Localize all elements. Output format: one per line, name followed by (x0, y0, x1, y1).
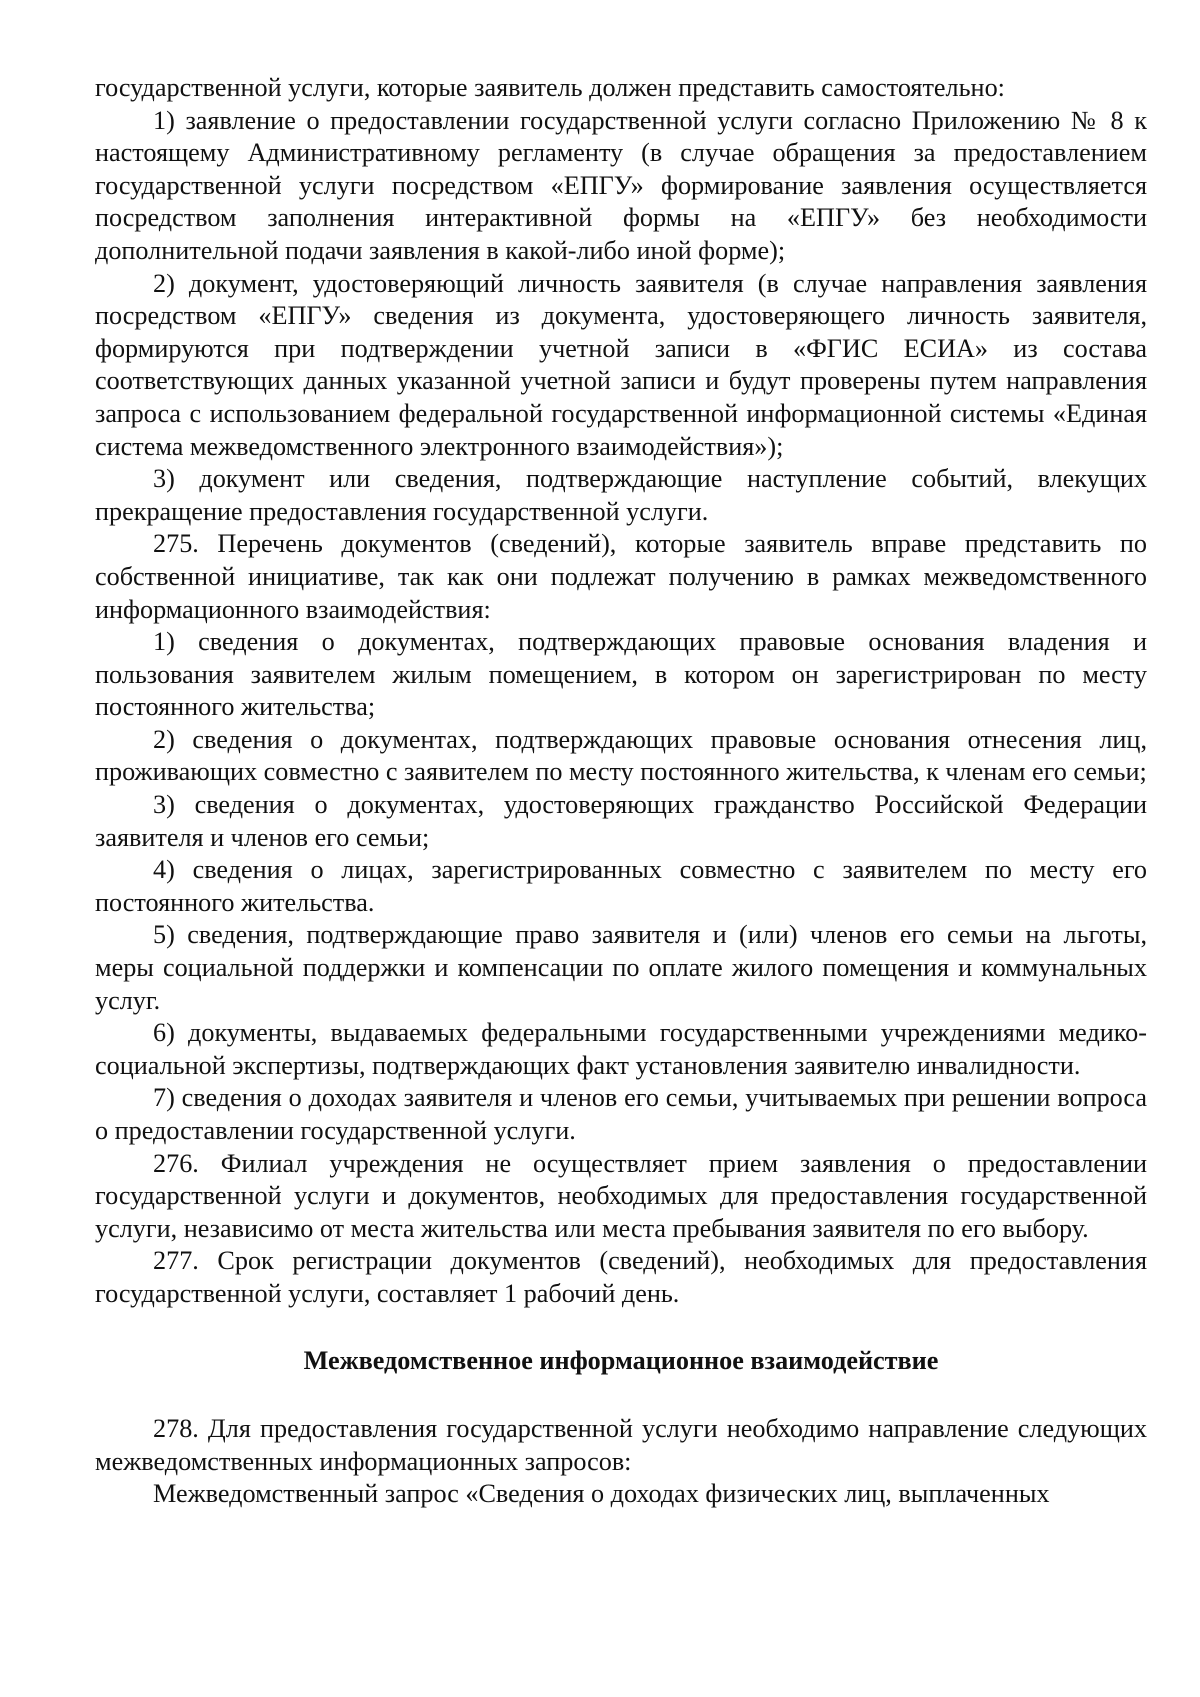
paragraph-274-item-3: 3) документ или сведения, подтверждающие наступление событий, влекущих прекращение предоставления государственной услуги. (95, 464, 1147, 526)
section-heading: Межведомственное информационное взаимодействие (303, 1345, 939, 1375)
paragraph-278: 278. Для предоставления государственной услуги необходимо направление следующих межведомственных информационных запросов: (95, 1414, 1147, 1476)
paragraph-275: 275. Перечень документов (сведений), которые заявитель вправе представить по собственной инициативе, так как они подлежат получению в рамках межведомственного информационного взаимодействия: (95, 529, 1147, 624)
document-page (95, 72, 1147, 1511)
paragraph-275-item-4: 4) сведения о лицах, зарегистрированных совместно с заявителем по месту его постоянного жительства. (95, 855, 1147, 917)
paragraph-275-item-3: 3) сведения о документах, удостоверяющих гражданство Российской Федерации заявителя и членов его семьи; (95, 790, 1147, 852)
paragraph-275-item-2: 2) сведения о документах, подтверждающих правовые основания отнесения лиц, проживающих совместно с заявителем по месту постоянного жительства, к членам его семьи; (95, 724, 1147, 787)
paragraphs-before (95, 72, 1147, 1311)
paragraph-275-item-7: 7) сведения о доходах заявителя и членов его семьи, учитываемых при решении вопроса о предоставлении государственной услуги. (95, 1083, 1147, 1145)
paragraph-intro-continuation: государственной услуги, которые заявитель должен представить самостоятельно: (95, 73, 1005, 102)
paragraph-275-item-1: 1) сведения о документах, подтверждающих правовые основания владения и пользования заявителем жилым помещением, в котором он зарегистрирован по месту постоянного жительства; (95, 627, 1147, 722)
paragraph-274-item-2: 2) документ, удостоверяющий личность заявителя (в случае направления заявления посредством «ЕПГУ» сведения из документа, удостоверяющего личность заявителя, формируются при подтверждении учетной записи в «ФГИС ЕСИА» из состава соответствующих данных указанной учетной записи и будут проверены путем направления запроса с использованием федеральной государственной информационной системы «Единая система межведомственного электронного взаимодействия»); (95, 268, 1147, 461)
paragraph-275-item-5: 5) сведения, подтверждающие право заявителя и (или) членов его семьи на льготы, меры социальной поддержки и компенсации по оплате жилого помещения и коммунальных услуг. (95, 920, 1147, 1015)
paragraph-278-request: Межведомственный запрос «Сведения о доходах физических лиц, выплаченных (153, 1479, 1050, 1509)
paragraph-276: 276. Филиал учреждения не осуществляет прием заявления о предоставлении государственной услуги и документов, необходимых для предоставления государственной услуги, независимо от места жительства или места пребывания заявителя по его выбору. (95, 1148, 1147, 1243)
paragraph-274-item-1: 1) заявление о предоставлении государственной услуги согласно Приложению № 8 к настоящему Административному регламенту (в случае обращения за предоставлением государственной услуги посредством «ЕПГУ» формирование заявления осуществляется посредством заполнения интерактивной формы на «ЕПГУ» без необходимости дополнительной подачи заявления в какой-либо иной форме); (95, 105, 1147, 265)
paragraphs-after (95, 1413, 1147, 1511)
paragraph-275-item-6: 6) документы, выдаваемых федеральными государственными учреждениями медико-социальной экспертизы, подтверждающих факт установления заявителю инвалидности. (95, 1018, 1147, 1080)
paragraph-277: 277. Срок регистрации документов (сведений), необходимых для предоставления государственной услуги, составляет 1 рабочий день. (95, 1246, 1147, 1308)
